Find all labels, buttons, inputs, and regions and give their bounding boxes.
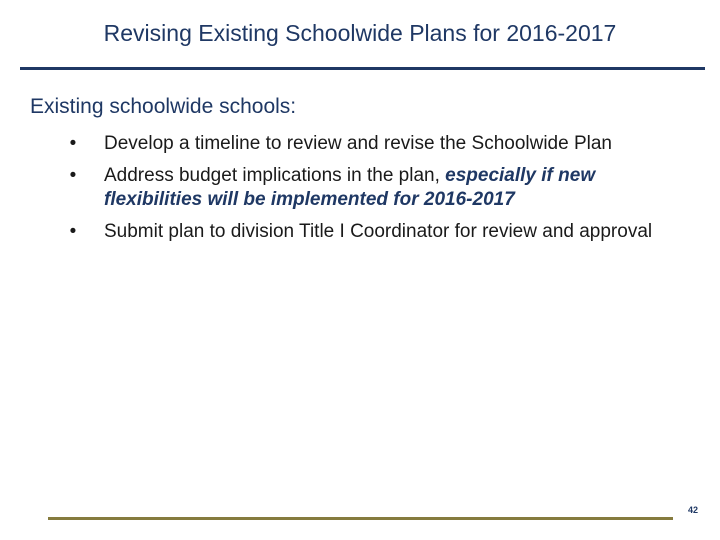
bullet-emphasis-text: especially if new flexibilities will be implemented for 2016-2017 — [104, 165, 596, 210]
bullet-item — [60, 132, 680, 156]
bullet-marker: • — [69, 221, 77, 242]
slide-title: Revising Existing Schoolwide Plans for 2016-2017 — [103, 20, 617, 46]
bullet-marker: • — [69, 133, 77, 154]
bullet-list — [60, 132, 680, 252]
bullet-item — [60, 164, 680, 212]
bullet-item — [60, 220, 680, 244]
bullet-text: Submit plan to division Title I Coordinator for review and approval — [104, 221, 653, 242]
title-divider — [20, 67, 705, 70]
footer-divider — [48, 517, 673, 520]
bullet-text: Develop a timeline to review and revise the Schoolwide Plan — [104, 133, 612, 154]
bullet-marker: • — [69, 165, 77, 186]
section-heading: Existing schoolwide schools: — [30, 95, 297, 118]
bullet-text: Address budget implications in the plan, — [104, 165, 446, 186]
page-number: 42 — [688, 505, 699, 515]
